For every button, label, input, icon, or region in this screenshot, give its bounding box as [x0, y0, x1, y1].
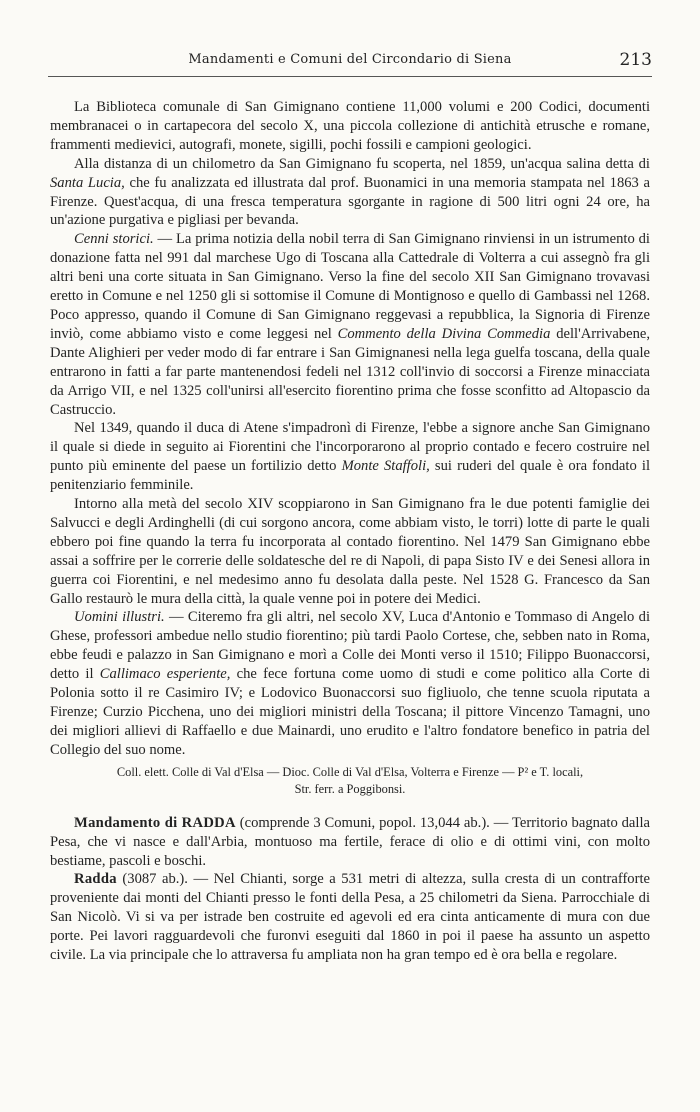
paragraph-1349: Nel 1349, quando il duca di Atene s'impadronì di Firenze, l'ebbe a signore anche San Gimignano il quale si diede in seguito ai Fiorentini che l'incorporarono al proprio contado e fecero costruire nel punto più eminente del paese un fortilizio detto Monte Staffoli, sui ruderi del quale è ora fondato il penitenziario femminile. [50, 420, 651, 494]
paragraph-spring: Alla distanza di un chilometro da San Gimignano fu scoperta, nel 1859, un'acqua salina detta di Santa Lucia, che fu analizzata ed illustrata dal prof. Buonamici in una memoria stampata nel 1863 a Firenze. Quest'acqua, di una fresca temperatura sgorgante in ragione di 500 litri ogni 24 ore, ha un'azione purgativa e pigliasi per bevanda. [50, 155, 650, 229]
header-rule [48, 76, 652, 77]
spacer [50, 798, 650, 814]
section-label: Uomini illustri. [74, 609, 165, 626]
paragraph-factions: Intorno alla metà del secolo XIV scoppiarono in San Gimignano fra le due potenti famiglie dei Salvucci e degli Ardinghelli (di cui sorgono ancora, come abbiam visto, le torri) lotte di parte le quali ebbero poi fine quando la terra fu incorporata al contado fiorentino. Nel 1479 San Gimignano ebbe assai a soffrire per le correrie delle soldatesche del re di Napoli, di papa Sisto IV e dei Senesi allora in guerra coi Fiorentini, e nel medesimo anno fu desolata dalla peste. Nel 1528 G. Francesco da San Gallo restaurò le mura della città, la quale venne poi in potere dei Medici. [50, 496, 650, 607]
page-body [50, 98, 650, 965]
header-title: Mandamenti e Comuni del Circondario di Siena [188, 52, 512, 67]
paragraph-history: Cenni storici. — La prima notizia della nobil terra di San Gimignano rinviensi in un istrumento di donazione fatta nel 991 dal marchese Ugo di Toscana alla Cattedrale di Volterra a cui assegnò fra gli altri beni una corte situata in San Gimignano. Verso la fine del secolo XII San Gimignano trovavasi eretto in Comune e nel 1250 gli si sottomise il Comune di Montignoso e quello di Gambassi nel 1268. Poco appresso, quando il Comune di San Gimignano reggevasi a repubblica, la Signoria di Firenze inviò, come abbiamo visto e come leggesi nel Commento della Divina Commedia dell'Arrivabene, Dante Alighieri per veder modo di far entrare i San Gimignanesi nella lega guelfa toscana, della quale entrarono in fatti a far parte mantenendosi fedeli nel 1312 coll'invio di soccorsi a Firenze minacciata da Arrigo VII, e nel 1325 coll'unirsi all'esercito fiorentino prima che fosse sconfitto ad Altopascio da Castruccio. [50, 231, 650, 418]
paragraph-mandamento-radda: Mandamento di RADDA (comprende 3 Comuni, popol. 13,044 ab.). — Territorio bagnato dalla Pesa, che vi nasce e dall'Arbia, montuoso ma fertile, ferace di olio e di ottimi vini, con molto bestiame, pascoli e boschi. [50, 814, 650, 869]
section-label: Cenni storici. [74, 231, 154, 248]
paragraph-library: La Biblioteca comunale di San Gimignano contiene 11,000 volumi e 200 Codici, documenti membranacei o in cartapecora del secolo X, una piccola collezione di antichità etrusche e romane, frammenti medievici, autografi, monete, sigilli, pochi fossili e campioni geologici. [50, 99, 650, 153]
section-heading: Mandamento di RADDA [74, 814, 236, 831]
electoral-note: Coll. elett. Colle di Val d'Elsa — Dioc. Colle di Val d'Elsa, Volterra e Firenze — P² e T. locali, Str. ferr. a Poggibonsi. [116, 764, 584, 796]
page-number: 213 [619, 50, 652, 70]
town-heading: Radda [74, 871, 117, 888]
running-header [48, 50, 652, 72]
paragraph-radda: Radda (3087 ab.). — Nel Chianti, sorge a 531 metri di altezza, sulla cresta di un contrafforte proveniente dai monti del Chianti presso le fonti della Pesa, a 25 chilometri da Siena. Parrocchiale di San Nicolò. Vi si va per istrade ben costruite ed agevoli ed era cinta anticamente di mura con due porte. Pei lavori ragguardevoli che furonvi eseguiti dal 1860 in poi il paese ha assunto un aspetto civile. La via principale che lo attraversa fu ampliata non ha gran tempo ed è ora bella e regolare. [50, 871, 650, 964]
paragraph-illustrious: Uomini illustri. — Citeremo fra gli altri, nel secolo XV, Luca d'Antonio e Tommaso di Angelo di Ghese, professori ambedue nello studio fiorentino; più tardi Paolo Cortese, che, sebben nato in Roma, ebbe feudi e palazzo in San Gimignano e morì a Colle dei Monti verso il 1510; Filippo Buonaccorsi, detto il Callimaco esperiente, che fece fortuna come uomo di studi e come politico alla Corte di Polonia sotto il re Casimiro IV; e Lodovico Buonaccorsi suo figliuolo, che tenne scuola riputata a Firenze; Curzio Picchena, uno dei migliori ministri della Toscana; il pittore Vincenzo Tamagni, uno dei migliori allievi di Raffaello e due Mainardi, uno erudito e l'altro fondatore benefico in patria del Collegio del suo nome. [50, 609, 651, 758]
